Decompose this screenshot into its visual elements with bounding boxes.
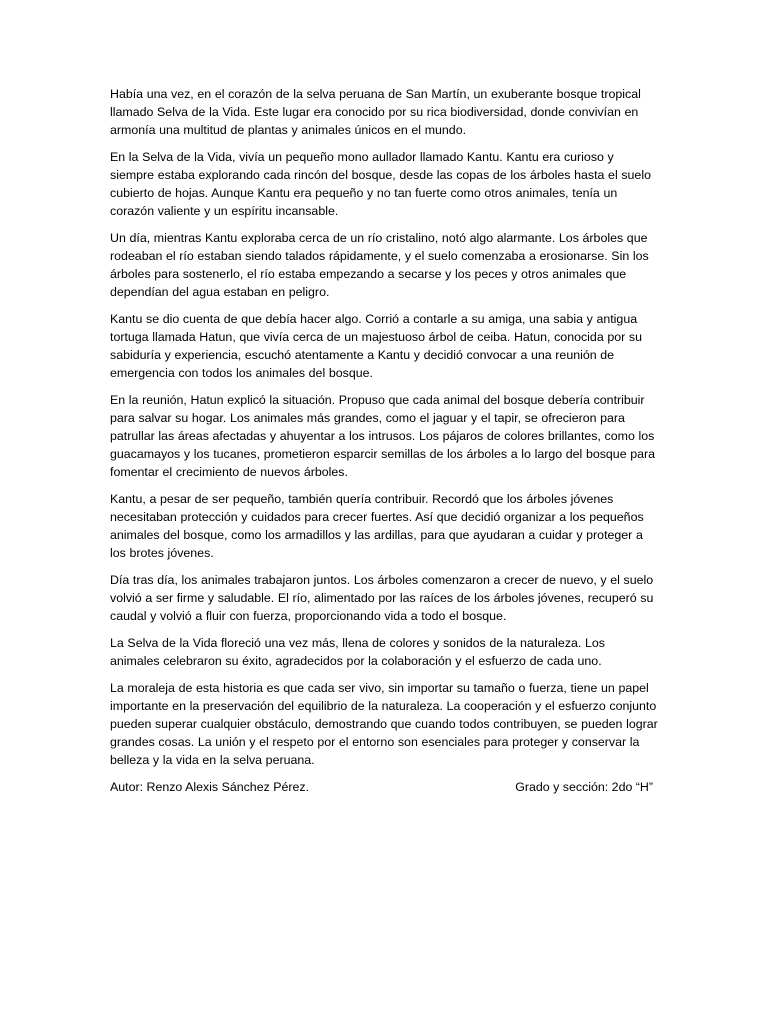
story-paragraph-1: Había una vez, en el corazón de la selva peruana de San Martín, un exuberante bosque tropical llamado Selva de la Vida. Este lugar era conocido por su rica biodiversidad, donde convivían en armonía una multitud de plantas y animales únicos en el mundo.	[110, 87, 641, 137]
story-paragraph-8: La Selva de la Vida floreció una vez más, llena de colores y sonidos de la naturaleza. Los animales celebraron su éxito, agradecidos por la colaboración y el esfuerzo de cada uno.	[110, 636, 605, 668]
author-line: Autor: Renzo Alexis Sánchez Pérez.	[110, 780, 310, 794]
story-paragraph-2: En la Selva de la Vida, vivía un pequeño mono aullador llamado Kantu. Kantu era curioso y siempre estaba explorando cada rincón del bosque, desde las copas de los árboles hasta el suelo cubierto de hojas. Aunque Kantu era pequeño y no tan fuerte como otros animales, tenía un corazón valiente y un espíritu incansable.	[110, 150, 651, 218]
document-footer	[110, 778, 653, 796]
document-page	[110, 85, 658, 796]
story-paragraph-4: Kantu se dio cuenta de que debía hacer algo. Corrió a contarle a su amiga, una sabia y antigua tortuga llamada Hatun, que vivía cerca de un majestuoso árbol de ceiba. Hatun, conocida por su sabiduría y experiencia, escuchó atentamente a Kantu y decidió convocar a una reunión de emergencia con todos los animales del bosque.	[110, 312, 642, 380]
story-paragraph-7: Día tras día, los animales trabajaron juntos. Los árboles comenzaron a crecer de nuevo, y el suelo volvió a ser firme y saludable. El río, alimentado por las raíces de los árboles jóvenes, recuperó su caudal y volvió a fluir con fuerza, proporcionando vida a todo el bosque.	[110, 573, 654, 623]
story-paragraph-6: Kantu, a pesar de ser pequeño, también quería contribuir. Recordó que los árboles jóvenes necesitaban protección y cuidados para crecer fuertes. Así que decidió organizar a los pequeños animales del bosque, como los armadillos y las ardillas, para que ayudaran a cuidar y proteger a los brotes jóvenes.	[110, 492, 644, 560]
story-paragraph-3: Un día, mientras Kantu exploraba cerca de un río cristalino, notó algo alarmante. Los árboles que rodeaban el río estaban siendo talados rápidamente, y el suelo comenzaba a erosionarse. Sin los árboles para sostenerlo, el río estaba empezando a secarse y los peces y otros animales que dependían del agua estaban en peligro.	[110, 231, 649, 299]
grade-section-line: Grado y sección: 2do “H”	[515, 780, 653, 794]
story-paragraph-5: En la reunión, Hatun explicó la situación. Propuso que cada animal del bosque debería contribuir para salvar su hogar. Los animales más grandes, como el jaguar y el tapir, se ofrecieron para patrullar las áreas afectadas y ahuyentar a los intrusos. Los pájaros de colores brillantes, como los guacamayos y los tucanes, prometieron esparcir semillas de los árboles a lo largo del bosque para fomentar el crecimiento de nuevos árboles.	[110, 393, 656, 479]
moral-paragraph: La moraleja de esta historia es que cada ser vivo, sin importar su tamaño o fuerza, tiene un papel importante en la preservación del equilibrio de la naturaleza. La cooperación y el esfuerzo conjunto pueden superar cualquier obstáculo, demostrando que cuando todos contribuyen, se pueden lograr grandes cosas. La unión y el respeto por el entorno son esenciales para proteger y conservar la belleza y la vida en la selva peruana.	[110, 681, 658, 767]
